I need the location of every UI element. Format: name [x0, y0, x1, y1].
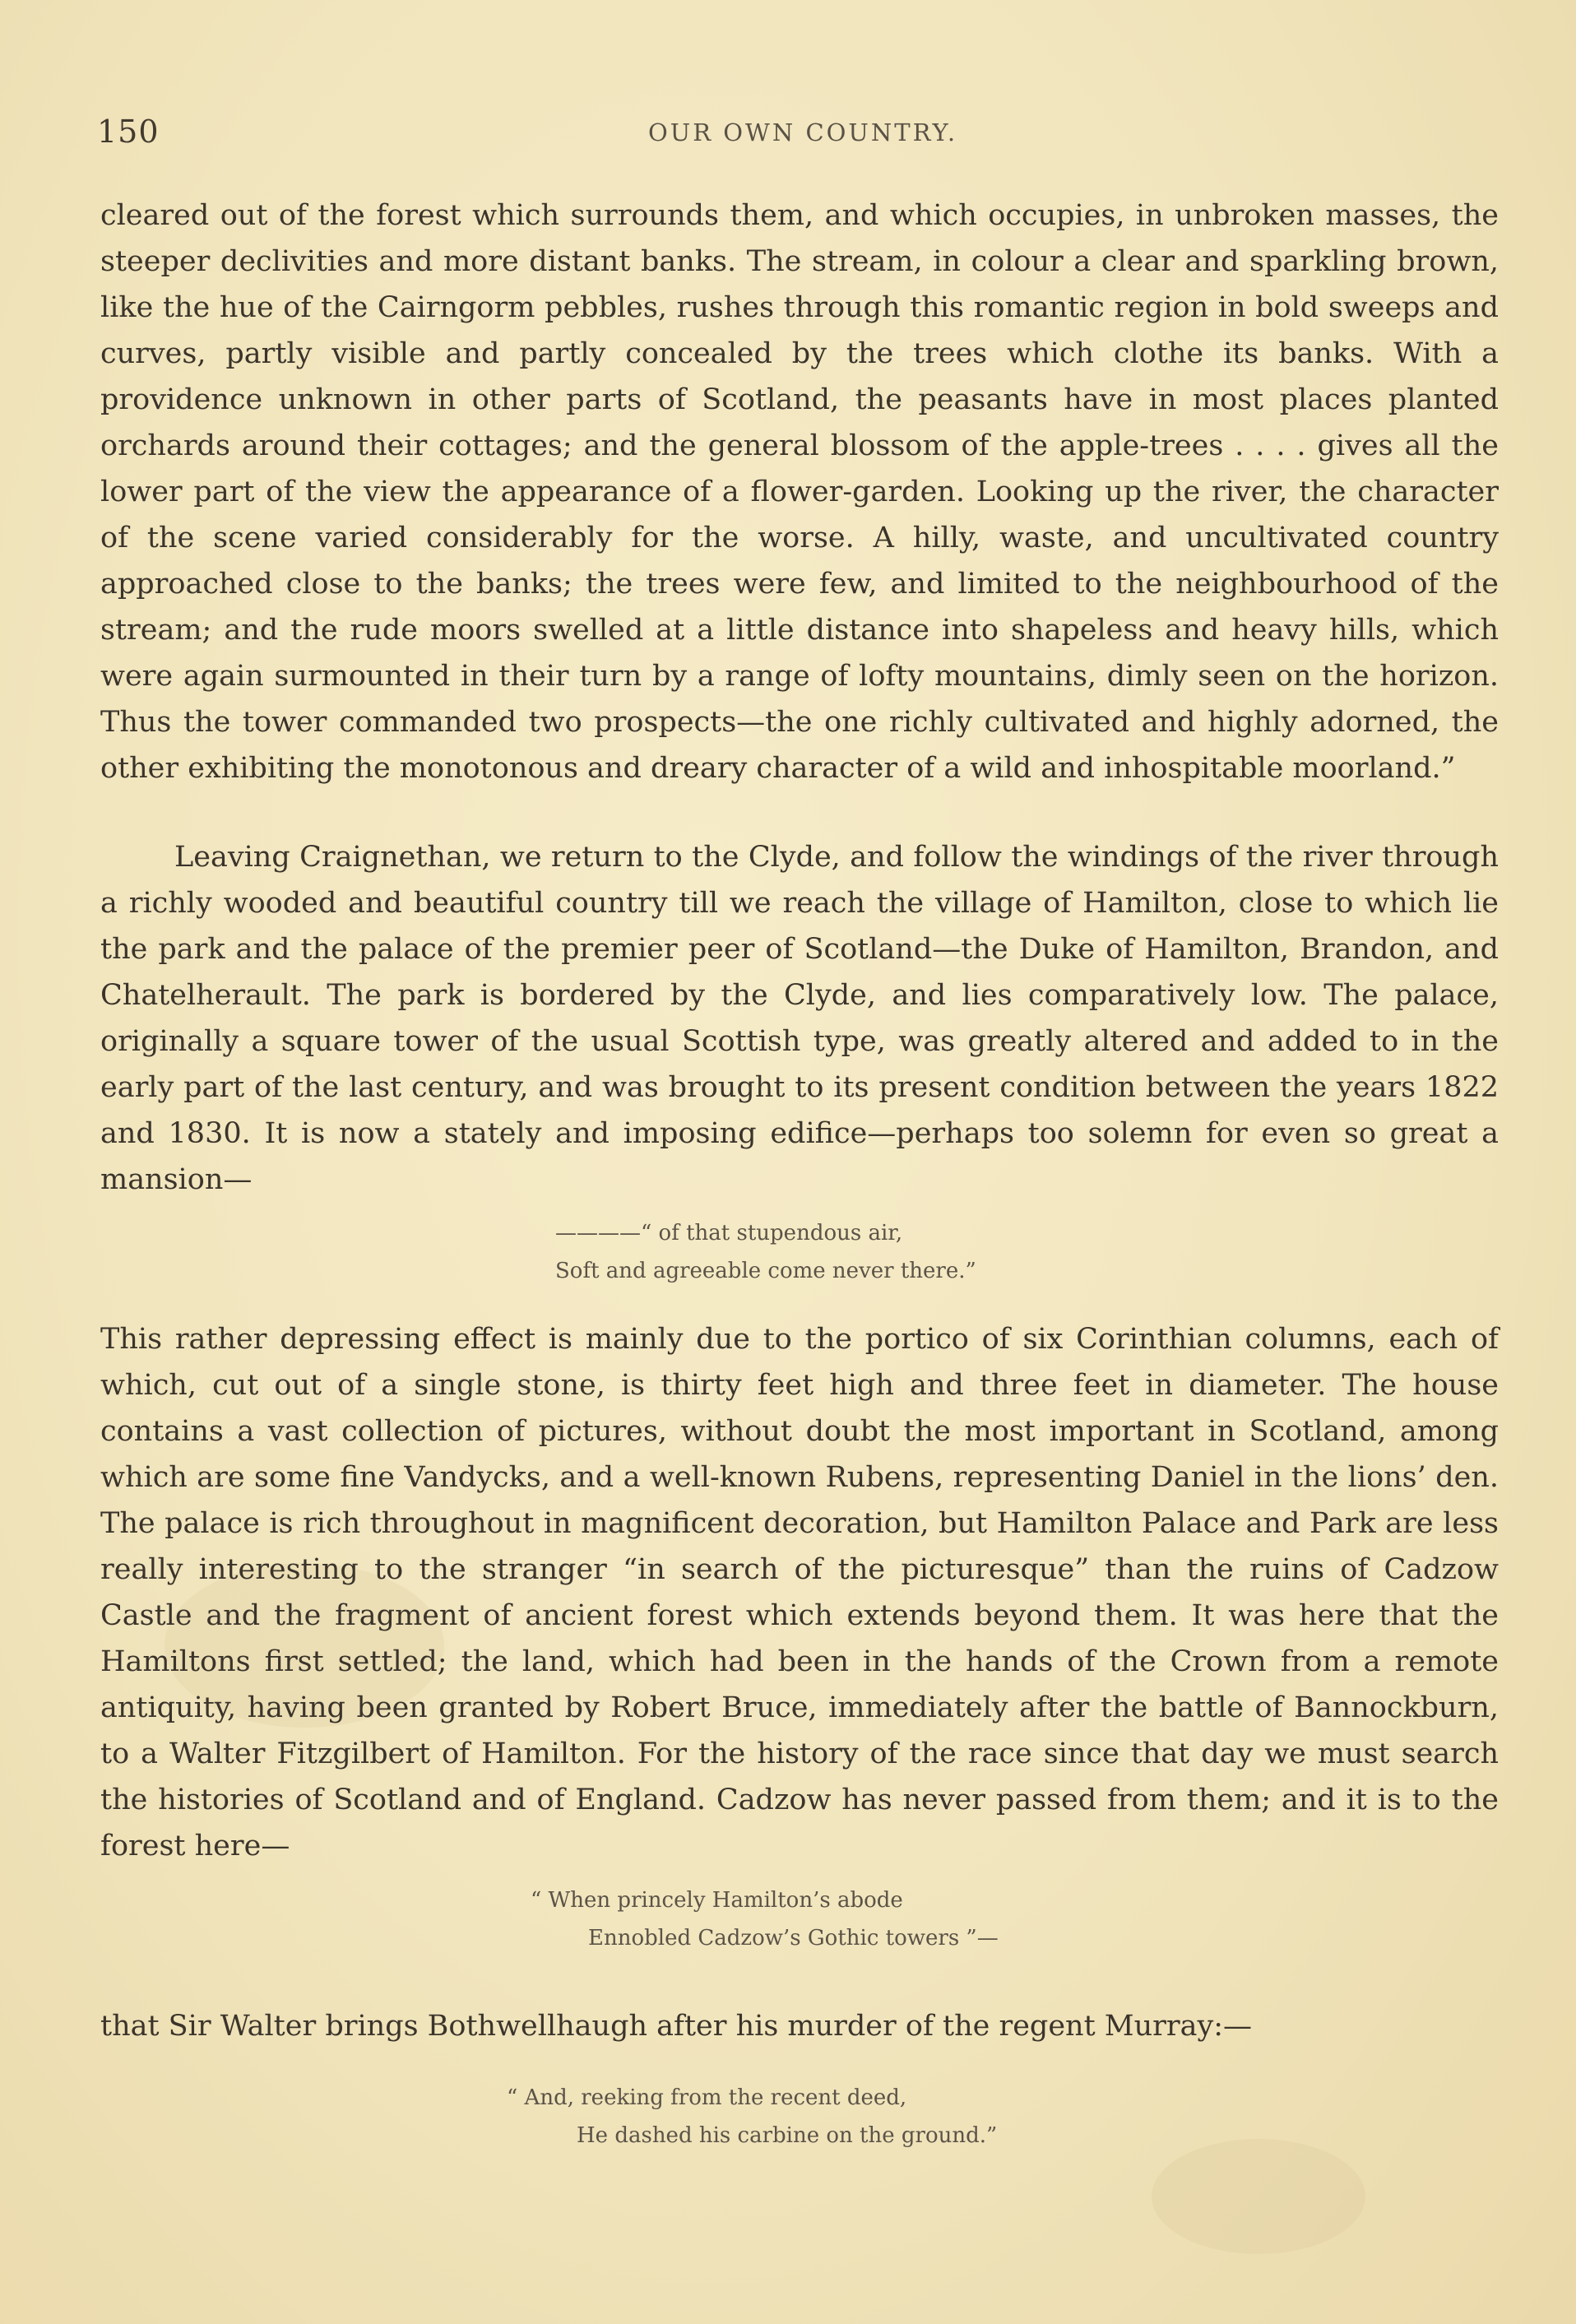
paragraph: that Sir Walter brings Bothwellhaugh after his murder of the regent Murray:— [100, 2010, 1253, 2043]
verse-line: ————“ of that stupendous air, [555, 1221, 903, 1245]
verse-line: “ And, reeking from the recent deed, [507, 2085, 907, 2110]
running-head: OUR OWN COUNTRY. [648, 118, 958, 146]
verse-line: “ When princely Hamilton’s abode [531, 1888, 903, 1913]
verse-line: Ennobled Cadzow’s Gothic towers ”— [588, 1926, 999, 1951]
verse-quotation [531, 1881, 999, 1957]
paper-stain [1152, 2139, 1365, 2254]
paragraph: This rather depressing effect is mainly due to the portico of six Corinthian columns, each of which, cut out of a single stone, is thirty feet high and three feet in diameter. The house contains a vast collection of pictures, without doubt the most important in Scotland, among which are some fine Vandycks, and a well-known Rubens, representing Daniel in the lions’ den. The palace is rich throughout in magnificent decoration, but Hamilton Palace and Park are less really interesting to the stranger “in search of the picturesque” than the ruins of Cadzow Castle and the fragment of ancient forest which extends beyond them. It was here that the Hamiltons first settled; the land, which had been in the hands of the Crown from a remote antiquity, having been granted by Robert Bruce, immediately after the battle of Bannockburn, to a Walter Fitzgilbert of Hamilton. For the history of the race since that day we must search the histories of Scotland and of England. Cadzow has never passed from them; and it is to the forest here— [100, 1323, 1499, 1862]
paragraph: Leaving Craignethan, we return to the Clyde, and follow the windings of the river through a richly wooded and beautiful country till we reach the village of Hamilton, close to which lie the park and the palace of the premier peer of Scotland—the Duke of Hamilton, Brandon, and Chatelherault. The park is bordered by the Clyde, and lies comparatively low. The palace, originally a square tower of the usual Scottish type, was greatly altered and added to in the early part of the last century, and was brought to its present condition between the years 1822 and 1830. It is now a stately and imposing edifice—perhaps too solemn for even so great a mansion— [100, 841, 1499, 1196]
page-number: 150 [97, 114, 160, 150]
paragraph: cleared out of the forest which surrounds them, and which occupies, in unbroken masses, the steeper declivities and more distant banks. The stream, in colour a clear and sparkling brown, like the hue of the Cairngorm pebbles, rushes through this romantic region in bold sweeps and curves, partly visible and partly concealed by the trees which clothe its banks. With a providence unknown in other parts of Scotland, the peasants have in most places planted orchards around their cottages; and the general blossom of the apple-trees . . . . gives all the lower part of the view the appearance of a flower-garden. Looking up the river, the character of the scene varied considerably for the worse. A hilly, waste, and uncultivated country approached close to the banks; the trees were few, and limited to the neighbourhood of the stream; and the rude moors swelled at a little distance into shapeless and heavy hills, which were again surmounted in their turn by a range of lofty mountains, dimly seen on the horizon. Thus the tower commanded two prospects—the one richly cultivated and highly adorned, the other exhibiting the monotonous and dreary character of a wild and inhospitable moorland.” [100, 199, 1499, 785]
verse-quotation [507, 2079, 997, 2155]
page-header [97, 114, 1495, 155]
verse-line: Soft and agreeable come never there.” [555, 1259, 976, 1283]
verse-quotation [555, 1214, 976, 1290]
verse-line: He dashed his carbine on the ground.” [577, 2123, 998, 2148]
